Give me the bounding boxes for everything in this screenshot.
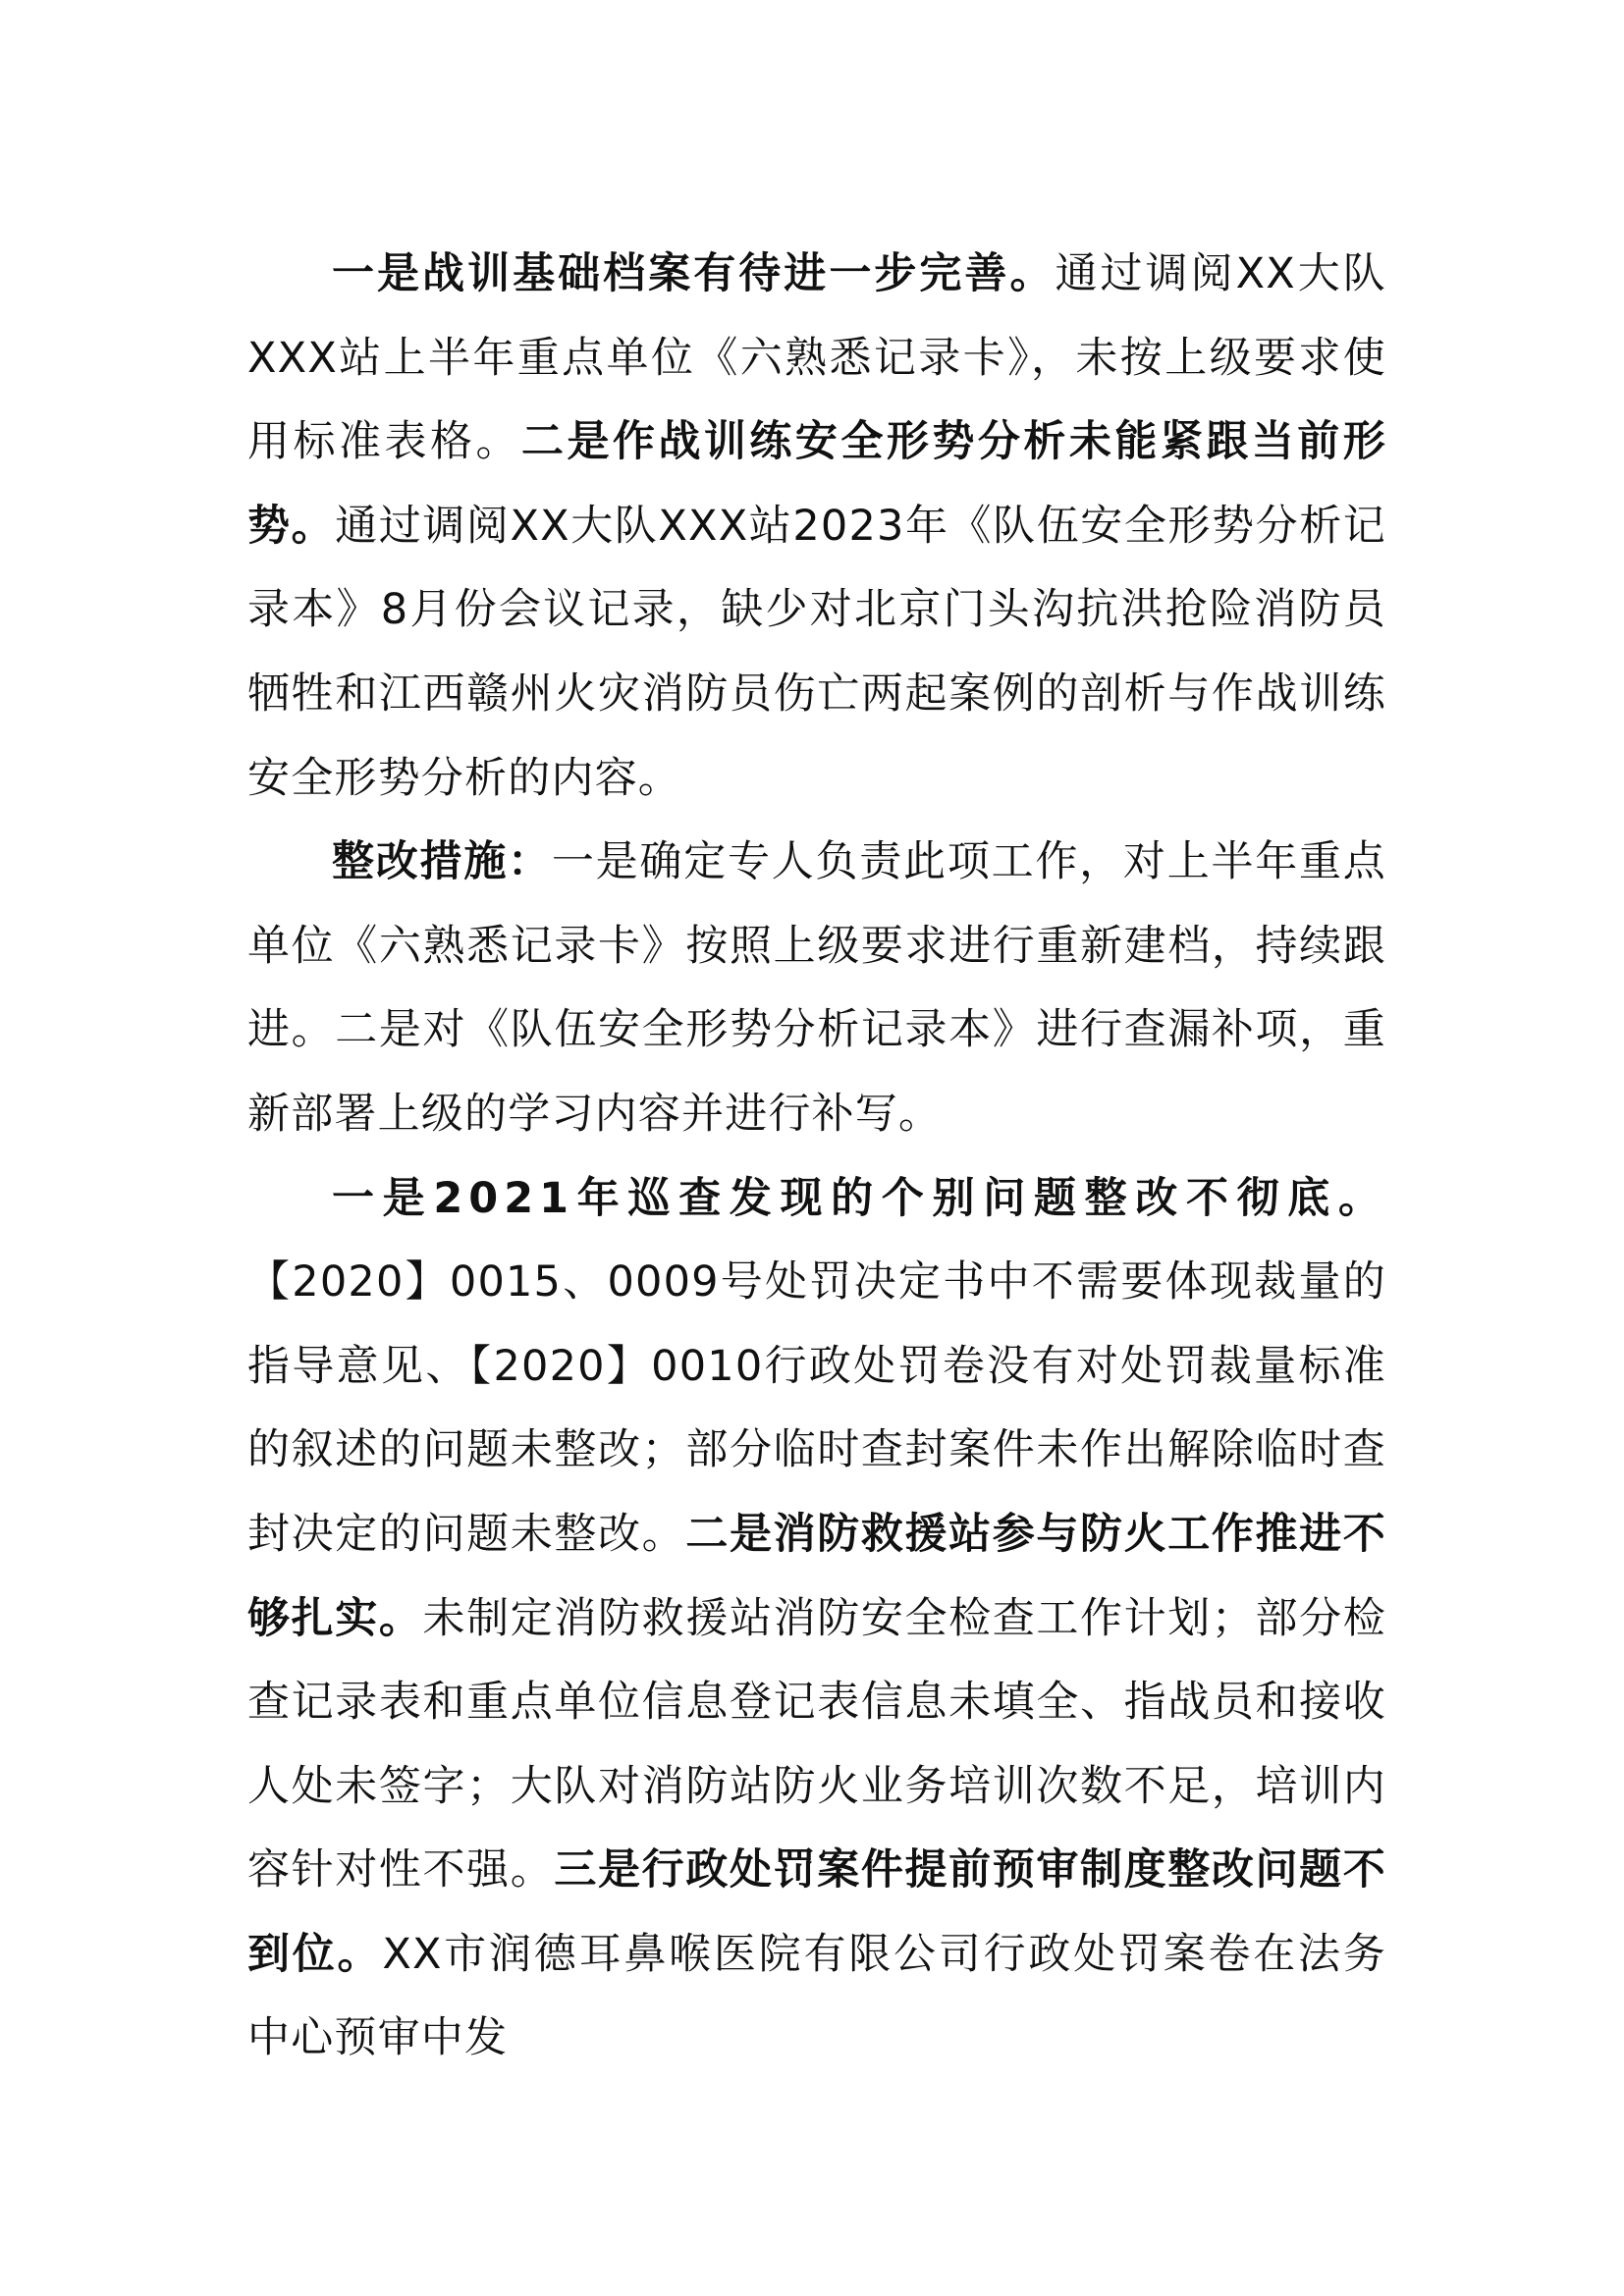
- document-body: [247, 233, 1386, 2081]
- issue-title: 二是消防救援站参与防火工作推进不够扎实。: [247, 1509, 1387, 1643]
- issue-detail: 通过调阅XX大队XXX站上半年重点单位《六熟悉记录卡》，未按上级要求使用标准表格。: [247, 249, 1387, 467]
- issue-title: 二是作战训练安全形势分析未能紧跟当前形势。: [247, 417, 1386, 551]
- issue-detail: XX市润德耳鼻喉医院有限公司行政处罚案卷在法务中心预审中发: [247, 1929, 1386, 2063]
- issue-title: 三是行政处罚案件提前预审制度整改问题不到位。: [247, 1845, 1386, 1979]
- issue-detail: 通过调阅XX大队XXX站2023年《队伍安全形势分析记录本》8月份会议记录，缺少对北京门头沟抗洪抢险消防员牺牲和江西赣州火灾消防员伤亡两起案例的剖析与作战训练安全形势分析的内容。: [247, 501, 1386, 803]
- issue-title: 一是2021年巡查发现的个别问题整改不彻底。: [332, 1173, 1386, 1223]
- issue-title: 一是战训基础档案有待进一步完善。: [332, 249, 1056, 298]
- issue-detail: 未制定消防救援站消防安全检查工作计划；部分检查记录表和重点单位信息登记表信息未填全、指战员和接收人处未签字；大队对消防站防火业务培训次数不足，培训内容针对性不强。: [247, 1593, 1386, 1896]
- measures-detail: 一是确定专人负责此项工作，对上半年重点单位《六熟悉记录卡》按照上级要求进行重新建档，持续跟进。二是对《队伍安全形势分析记录本》进行查漏补项，重新部署上级的学习内容并进行补写。: [247, 837, 1386, 1139]
- measures-label: 整改措施：: [332, 837, 552, 887]
- paragraph-enforcement-issues: [247, 1157, 1386, 2082]
- paragraph-archive-issues: [247, 233, 1386, 821]
- issue-detail: 【2020】0015、0009号处罚决定书中不需要体现裁量的指导意见、【2020】0010行政处罚卷没有对处罚裁量标准的叙述的问题未整改；部分临时查封案件未作出解除临时查封决定的问题未整改。: [247, 1257, 1386, 1559]
- paragraph-rectification-measures: [247, 821, 1386, 1156]
